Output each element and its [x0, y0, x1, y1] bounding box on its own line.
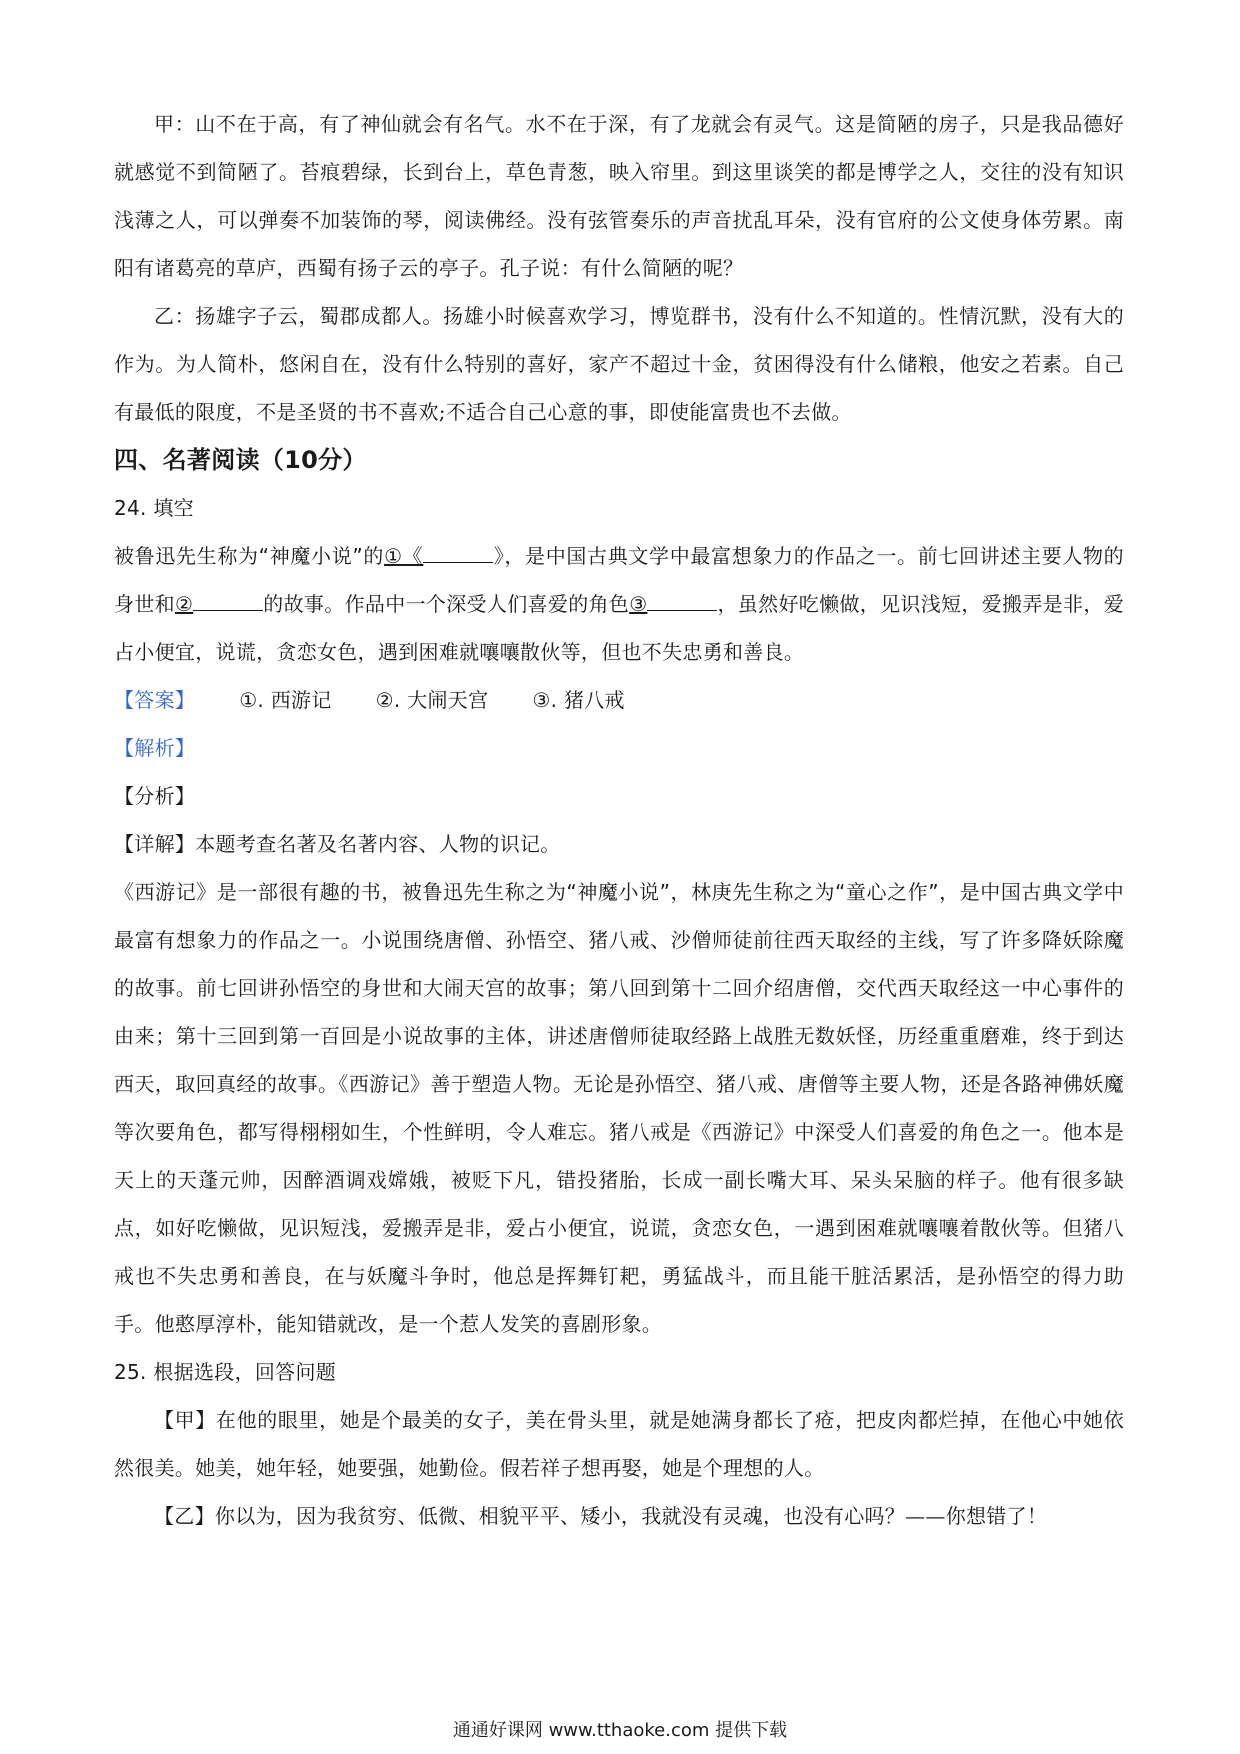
- q25-excerpt-jia: 【甲】在他的眼里，她是个最美的女子，美在骨头里，就是她满身都长了疮，把皮肉都烂掉，在他心中她依然很美。她美，她年轻，她要强，她勤俭。假若祥子想再娶，她是个理想的人。: [114, 1408, 1124, 1480]
- answer-item-1: ①. 西游记: [239, 688, 332, 712]
- detail-text: 本题考查名著及名著内容、人物的识记。: [195, 832, 561, 856]
- page-footer: 通通好课网 www.tthaoke.com 提供下载: [452, 1720, 788, 1741]
- q24-text-part3: 的故事。作品中一个深受人们喜爱的角色: [263, 592, 630, 616]
- q24-explanation: 《西游记》是一部很有趣的书，被鲁迅先生称之为“神魔小说”，林庚先生称之为“童心之作”，是中国古典文学中最富有想象力的作品之一。小说围绕唐僧、孙悟空、猪八戒、沙僧师徒前往西天取经的主线，写了许多降妖除魔的故事。前七回讲孙悟空的身世和大闹天宫的故事；第八回到第十二回介绍唐僧，交代西天取经这一中心事件的由来；第十三回到第一百回是小说故事的主体，讲述唐僧师徒取经路上战胜无数妖怪，历经重重磨难，终于到达西天，取回真经的故事。《西游记》善于塑造人物。无论是孙悟空、猪八戒、唐僧等主要人物，还是各路神佛妖魔等次要角色，都写得栩栩如生，个性鲜明，令人难忘。猪八戒是《西游记》中深受人们喜爱的角色之一。他本是天上的天蓬元帅，因醉酒调戏嫦娥，被贬下凡，错投猪胎，长成一副长嘴大耳、呆头呆脑的样子。他有很多缺点，如好吃懒做，见识短浅，爱搬弄是非，爱占小便宜，说谎，贪恋女色，一遇到困难就嚷嚷着散伙等。但猪八戒也不失忠勇和善良，在与妖魔斗争时，他总是挥舞钉耙，勇猛战斗，而且能干脏活累活，是孙悟空的得力助手。他憨厚淳朴，能知错就改，是一个惹人发笑的喜剧形象。: [114, 880, 1124, 1336]
- detail-label: 【详解】: [114, 832, 196, 856]
- q24-text-part2: 》，是中国古典文学中最富想象力的作品之一。前七回讲述主要人物的身世和: [114, 544, 1124, 616]
- q24-question: [114, 532, 1124, 676]
- q24-blank-2[interactable]: [193, 588, 263, 611]
- q24-mark2: ②: [174, 592, 194, 616]
- document-content: [114, 100, 1124, 1540]
- q24-mark1: ①《: [384, 544, 424, 568]
- passage-yi: 乙：扬雄字子云，蜀郡成都人。扬雄小时候喜欢学习，博览群书，没有什么不知道的。性情沉默，没有大的作为。为人简朴，悠闲自在，没有什么特别的喜好，家产不超过十金，贫困得没有什么储粮，他安之若素。自己有最低的限度，不是圣贤的书不喜欢;不适合自己心意的事，即使能富贵也不去做。: [114, 304, 1124, 424]
- q25-title: 25. 根据选段，回答问题: [114, 1360, 337, 1384]
- q24-mark3: ③: [629, 592, 648, 616]
- analysis-label: 【解析】: [114, 736, 196, 760]
- q24-text-part4: ，虽然好吃懒做，见识浅短，爱搬弄是非，爱占小便宜，说谎，贪恋女色，遇到困难就嚷嚷散伙等，但也不失忠勇和善良。: [114, 592, 1125, 664]
- q24-title: 24. 填空: [114, 496, 194, 520]
- answer-label: 【答案】: [114, 688, 196, 712]
- answer-item-2: ②. 大闹天宫: [375, 688, 489, 712]
- passage-jia: 甲：山不在于高，有了神仙就会有名气。水不在于深，有了龙就会有灵气。这是简陋的房子，只是我品德好就感觉不到简陋了。苔痕碧绿，长到台上，草色青葱，映入帘里。到这里谈笑的都是博学之人，交往的没有知识浅薄之人，可以弹奏不加装饰的琴，阅读佛经。没有弦管奏乐的声音扰乱耳朵，没有官府的公文使身体劳累。南阳有诸葛亮的草庐，西蜀有扬子云的亭子。孔子说：有什么简陋的呢？: [114, 112, 1124, 280]
- q24-text-part1: 被鲁迅先生称为“神魔小说”的: [114, 544, 385, 568]
- q24-blank-1[interactable]: [423, 540, 493, 563]
- fenxi-label: 【分析】: [114, 784, 196, 808]
- q24-answer-row: [114, 676, 1124, 724]
- q25-excerpt-yi: 【乙】你以为，因为我贫穷、低微、相貌平平、矮小，我就没有灵魂，也没有心吗？——你想错了！: [154, 1504, 1048, 1528]
- answer-item-3: ③. 猪八戒: [532, 688, 625, 712]
- q24-blank-3[interactable]: [647, 588, 717, 611]
- detail-row: [114, 820, 1124, 868]
- section-heading: 四、名著阅读（10分）: [114, 446, 367, 474]
